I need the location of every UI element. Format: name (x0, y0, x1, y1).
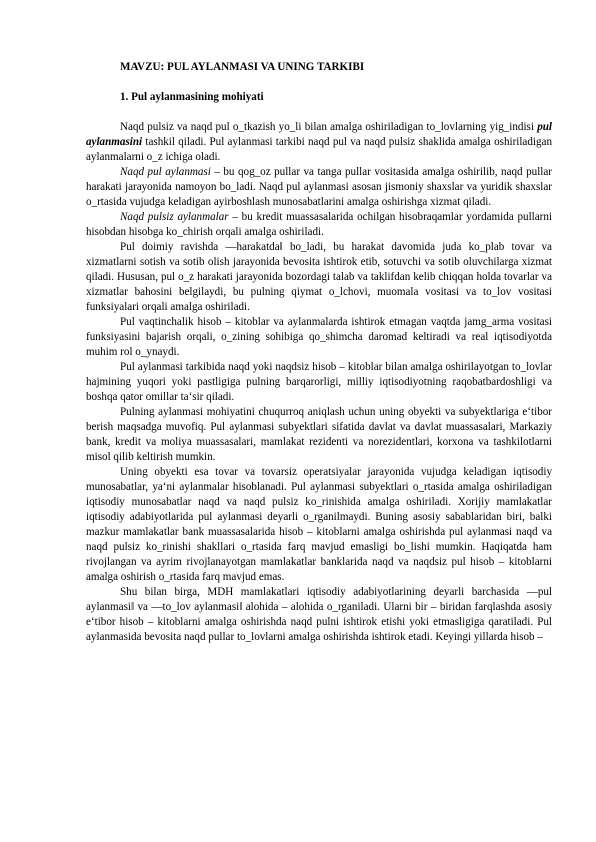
paragraph-8: Uning obyekti esa tovar va tovarsiz operatsiyalar jarayonida vujudga keladigan iqtisodiy munosabatlar, ya‘ni aylanmalar hisoblanadi. Pul aylanmasi subyektlari o_rtasida amalga oshiriladigan iqtisodiy munosabatlar naqd va naqd pulsiz ko_rinishida amalga oshiriladi. Xorijiy mamlakatlar iqtisodiy adabiyotlarida pul aylanmasi deyarli o_rganilmaydi. Buning asosiy sabablaridan biri, balki mazkur mamlakatlar bank muassasalarida hisob – kitoblarni amalga oshirishda pul aylanmasi naqd va naqd pulsiz ko_rinishi shakllari o_rtasida farq mavjud emasligi bo_lishi mumkin. Haqiqatda ham rivojlangan va ayrim rivojlanayotgan mamlakatlar banklarida naqd va naqdsiz pul hisob – kitoblarni amalga oshirish o_rtasida farq mavjud emas. (86, 466, 552, 583)
paragraph-3-text: – bu kredit muassasalarida ochilgan hisobraqamlar yordamida pullarni hisobdan hisobga ko_chirish orqali amalga oshiriladi. (86, 211, 552, 238)
term-naqd-pul-aylanmasi: Naqd pul aylanmasi (120, 166, 211, 178)
term-naqd-pulsiz-aylanmalar: Naqd pulsiz aylanmalar (120, 211, 229, 223)
paragraph-9: Shu bilan birga, MDH mamlakatlari iqtisodiy adabiyotlarining deyarli barchasida ―pul aylanmasi‖ va ―to_lov aylanmasi‖ alohida – alohida o_rganiladi. Ularni bir – biridan farqlashda asosiy e‘tibor hisob – kitoblarni amalga oshirishda naqd pulni ishtirok etishi yoki etmasligiga qaratiladi. Pul aylanmasida bevosita naqd pullar to_lovlarni amalga oshirishda ishtirok etadi. Keyingi yillarda hisob – (86, 586, 552, 643)
paragraph-2 (86, 165, 552, 210)
paragraph-4: Pul doimiy ravishda ―harakatda‖ bo_ladi, bu harakat davomida juda ko_plab tovar va xizmatlarni sotish va sotib olish jarayonida bevosita ishtirok etib, sotuvchi va sotib oluvchilarga xizmat qiladi. Hususan, pul o_z harakati jarayonida bozordagi talab va taklifdan kelib chiqqan holda tovarlar va xizmatlar bahosini belgilaydi, bu pulning qiymat o_lchovi, muomala vositasi va to_lov vositasi funksiyalari orqali amalga oshiriladi. (86, 241, 552, 313)
section-heading: 1. Pul aylanmasining mohiyati (120, 91, 264, 103)
paragraph-6: Pul aylanmasi tarkibida naqd yoki naqdsiz hisob – kitoblar bilan amalga oshirilayotgan to_lovlar hajmining yuqori yoki pastligiga pulning barqarorligi, milliy iqtisodiyotning raqobatbardoshligi va boshqa qator omillar ta‘sir qiladi. (86, 361, 552, 403)
paragraph-1 (86, 120, 552, 165)
paragraph-7: Pulning aylanmasi mohiyatini chuqurroq aniqlash uchun uning obyekti va subyektlariga e‘tibor berish maqsadga muvofiq. Pul aylanmasi subyektlari sifatida davlat va davlat muassasalari, Markaziy bank, kredit va moliya muassasalari, mamlakat rezidenti va norezidentlari, korxona va tashkilotlarni misol qilib keltirish mumkin. (86, 406, 552, 463)
paragraph-1-text-b: tashkil qiladi. Pul aylanmasi tarkibi naqd pul va naqd pulsiz shaklida amalga oshiriladigan aylanmalarni o_z ichiga oladi. (86, 136, 552, 163)
paragraph-5: Pul vaqtinchalik hisob – kitoblar va aylanmalarda ishtirok etmagan vaqtda jamg_arma vositasi funksiyasini bajarish orqali, o_zining sohibiga qo_shimcha daromad keltiradi va real iqtisodiyotda muhim rol o_ynaydi. (86, 316, 552, 358)
document-title: MAVZU: PUL AYLANMASI VA UNING TARKIBI (120, 61, 365, 73)
paragraph-1-text-a: Naqd pulsiz va naqd pul o_tkazish yo_li bilan amalga oshiriladigan to_lovlarning yig_indisi (120, 121, 538, 133)
paragraph-2-text: – bu qog_oz pullar va tanga pullar vositasida amalga oshirilib, naqd pullar harakati jarayonida namoyon bo_ladi. Naqd pul aylanmasi asosan jismoniy shaxslar va yuridik shaxslar o_rtasida vujudga keladigan ayirboshlash munosabatlarini amalga oshirishga xizmat qiladi. (86, 166, 552, 208)
term-pul-aylanmasi: pul aylanmasini (86, 121, 552, 148)
document-page (86, 60, 552, 645)
paragraph-3 (86, 210, 552, 240)
